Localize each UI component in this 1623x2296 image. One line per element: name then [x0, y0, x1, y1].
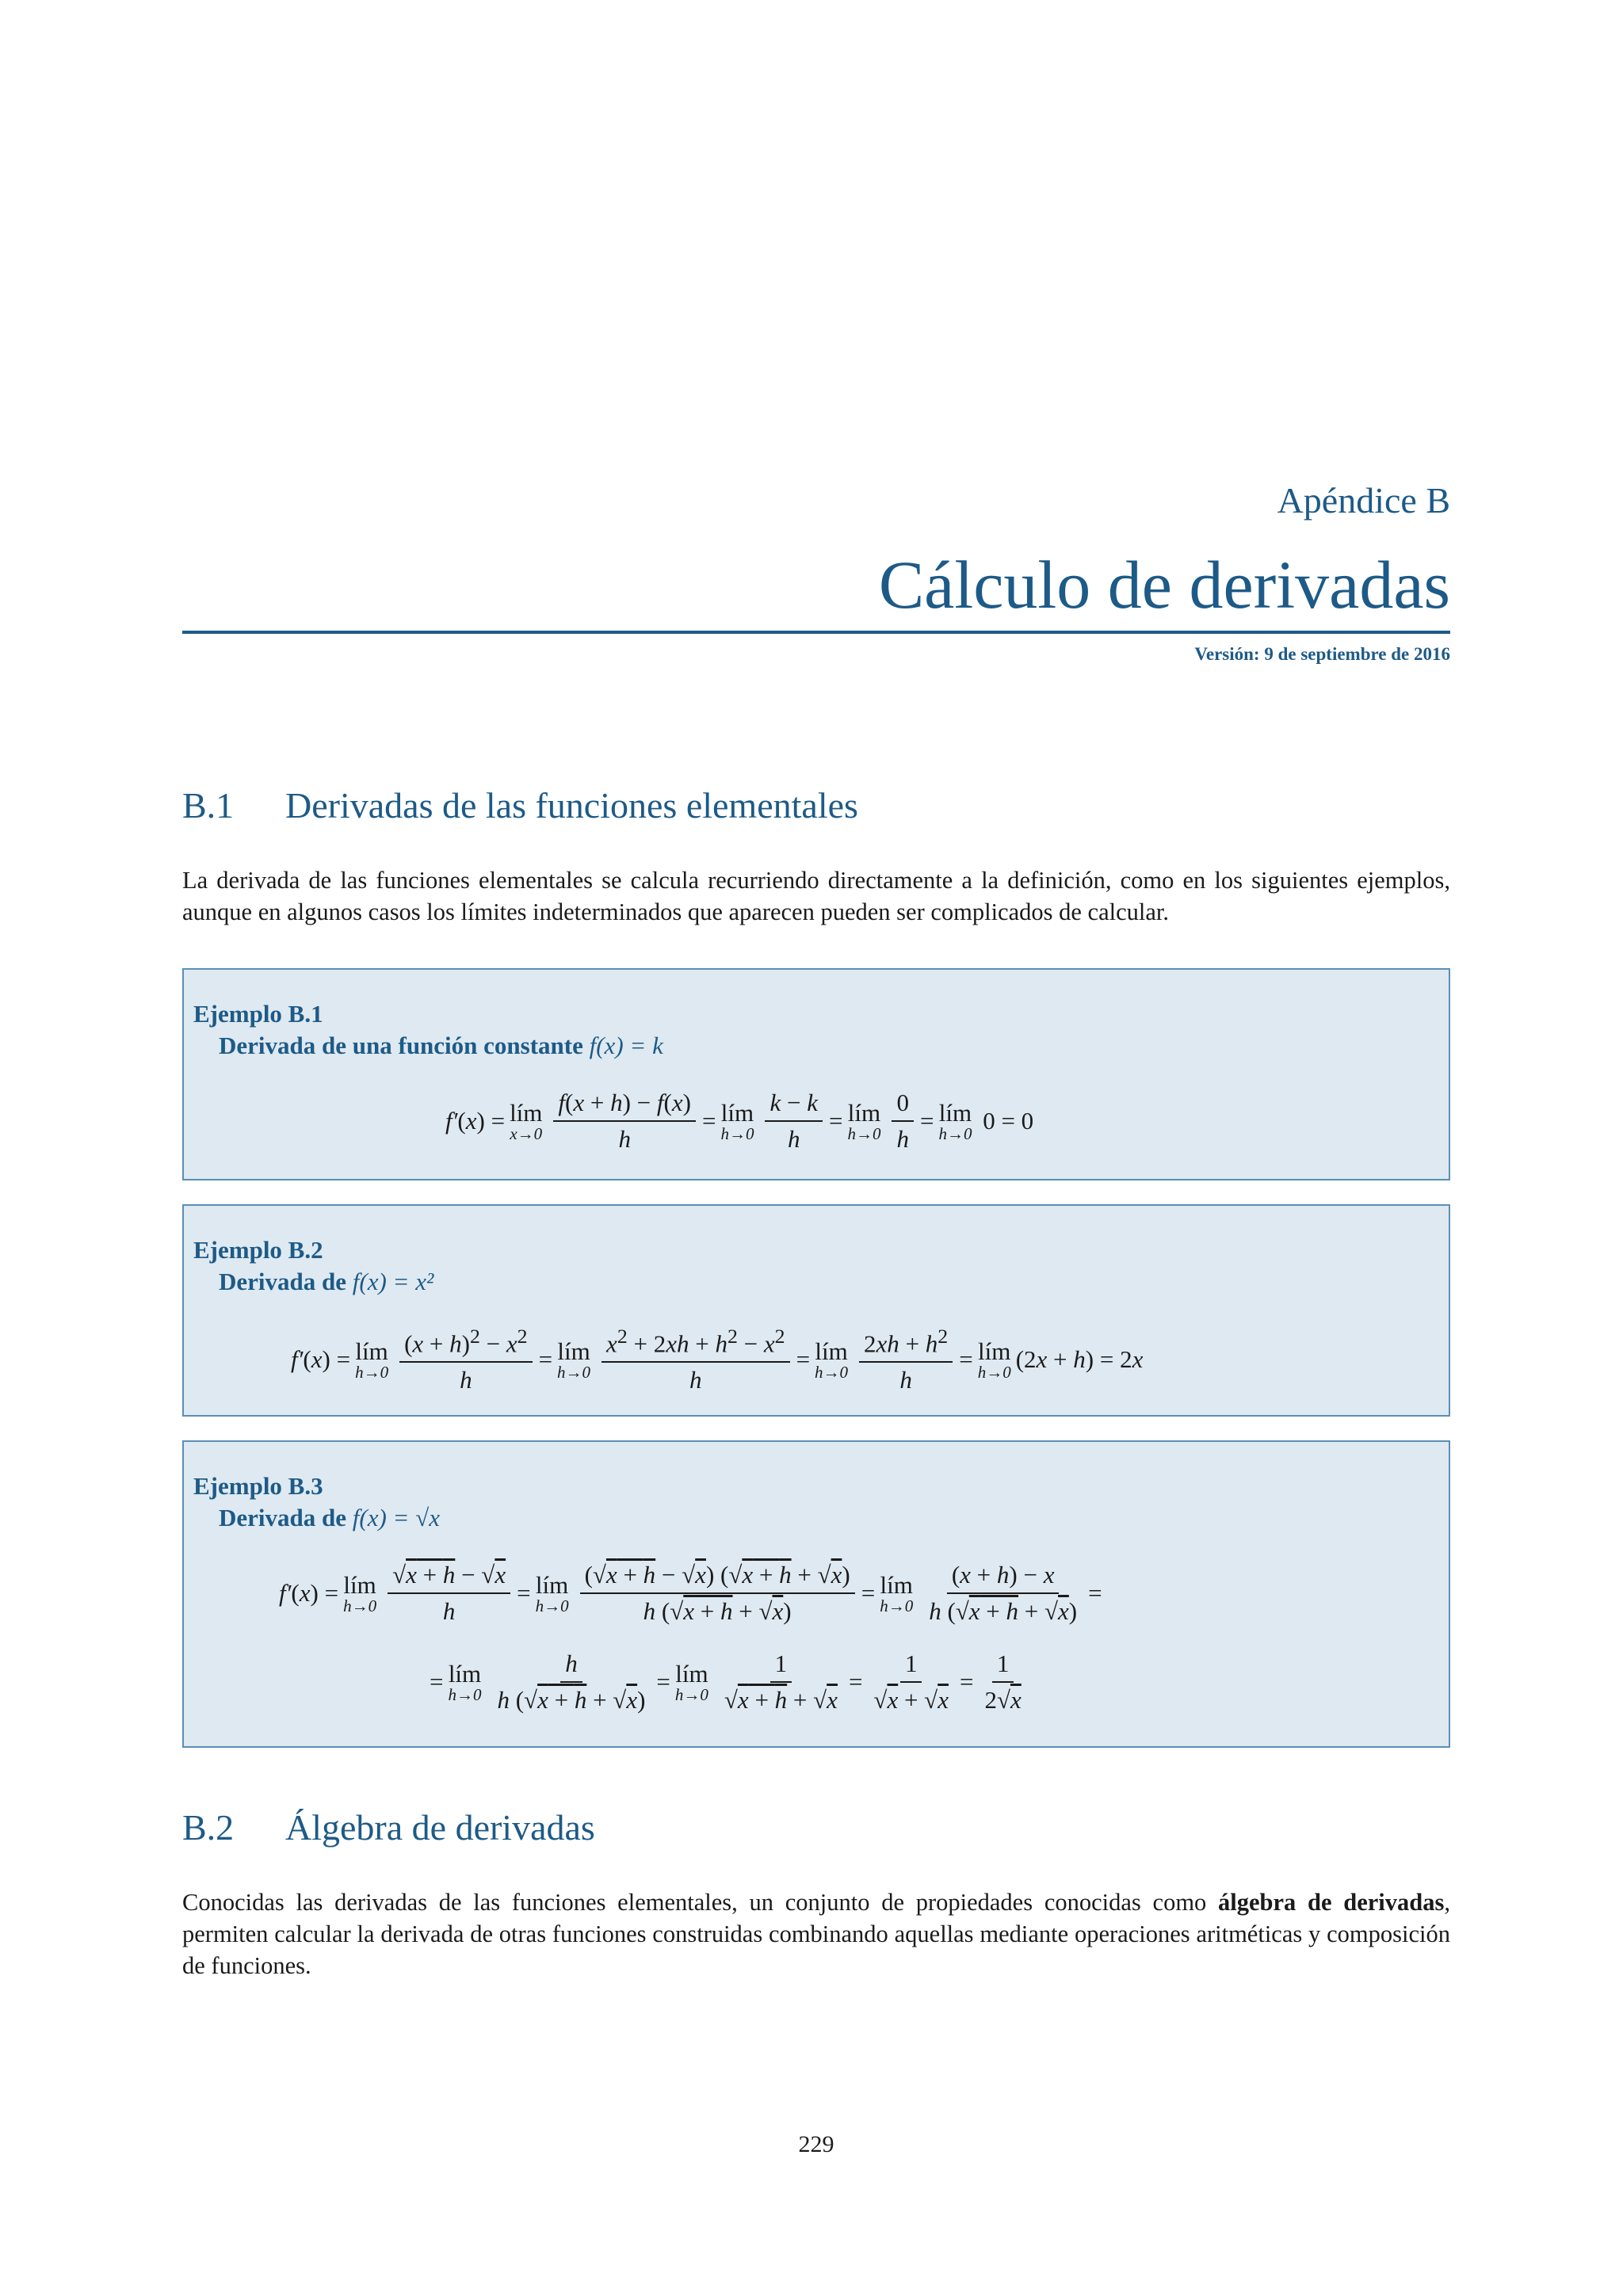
example-box-b1 [182, 968, 1450, 1180]
section-title: Derivadas de las funciones elementales [285, 785, 858, 826]
example-subtitle-text: Derivada de [219, 1504, 347, 1531]
section2-bold-term: álgebra de derivadas [1218, 1889, 1445, 1916]
page-number: 229 [798, 2131, 834, 2157]
equation-b3-line1: f′(x) = lím h→0 $\frac{√x + h - √x}{h}$ = lím h→0 $\frac{(√x + h - √x) (√x + h + √x)}{h (√x + h + √x)}$ = lím h→0 $\frac{(x + h) - x}{h (√x + h + √x)}$ = [279, 1561, 1102, 1625]
example-subtitle [219, 1268, 433, 1296]
example-label: Ejemplo B.3 [193, 1472, 323, 1500]
section-heading-b1 [182, 784, 858, 826]
equation-b3-line2: = lím h→0 $\frac{h}{h (√x + h + √x)}$ = lím h→0 $\frac{1}{√x + h + √x}$ = $\frac{1}{√x + √x}$ = $\frac{1}{2√x}$ [430, 1650, 1022, 1714]
section2-text-after: , permiten calcular la derivada de otras funciones construidas combinando aquellas mediante operaciones aritméticas y composición de funciones. [182, 1889, 1450, 1979]
example-subtitle-text: Derivada de una función constante [219, 1032, 583, 1059]
section-number: B.2 [182, 1807, 235, 1848]
example-function: f(x) = √x [352, 1504, 440, 1531]
section-intro: La derivada de las funciones elementales se calcula recurriendo directamente a la definición, como en los siguientes ejemplos, aunque en algunos casos los límites indeterminados que aparecen pueden ser complicados de calcular. [182, 867, 1450, 925]
section2-paragraph [182, 1886, 1450, 1981]
title-rule [182, 631, 1450, 634]
example-function: f(x) = k [589, 1032, 663, 1059]
section-number: B.1 [182, 785, 235, 826]
equation-b1: f′(x) = lím x→0 $\frac{f(x + h) - f(x)}{h}$ = lím h→0 $\frac{k - k}{h}$ = lím h→0 $\frac{0}{h}$ = lím h→0 0 = 0 [445, 1089, 1034, 1153]
section2-text-before: Conocidas las derivadas de las funciones elementales, un conjunto de propiedades conocidas como [182, 1889, 1219, 1916]
example-subtitle [219, 1032, 663, 1060]
equation-b2: f′(x) = lím h→0 $\frac{(x + h)^2 - x^2}{h}$ = lím h→0 $\frac{x^2 + 2xh + h^2 - x^2}{h}$ = lím h→0 $\frac{2xh + h^2}{h}$ = lím h→0 (2x + h) = 2x [291, 1325, 1144, 1394]
section-heading-b2 [182, 1806, 595, 1848]
example-subtitle [219, 1504, 440, 1532]
example-box-b2 [182, 1204, 1450, 1417]
example-subtitle-text: Derivada de [219, 1268, 347, 1295]
example-box-b3 [182, 1440, 1450, 1748]
example-label: Ejemplo B.2 [193, 1236, 323, 1264]
page [182, 0, 1450, 2296]
section-title: Álgebra de derivadas [285, 1807, 595, 1848]
version-line: Versión: 9 de septiembre de 2016 [1194, 644, 1450, 664]
chapter-title: Cálculo de derivadas [878, 547, 1450, 623]
example-label: Ejemplo B.1 [193, 1000, 323, 1028]
appendix-label: Apéndice B [1277, 480, 1450, 521]
example-function: f(x) = x² [352, 1268, 434, 1295]
